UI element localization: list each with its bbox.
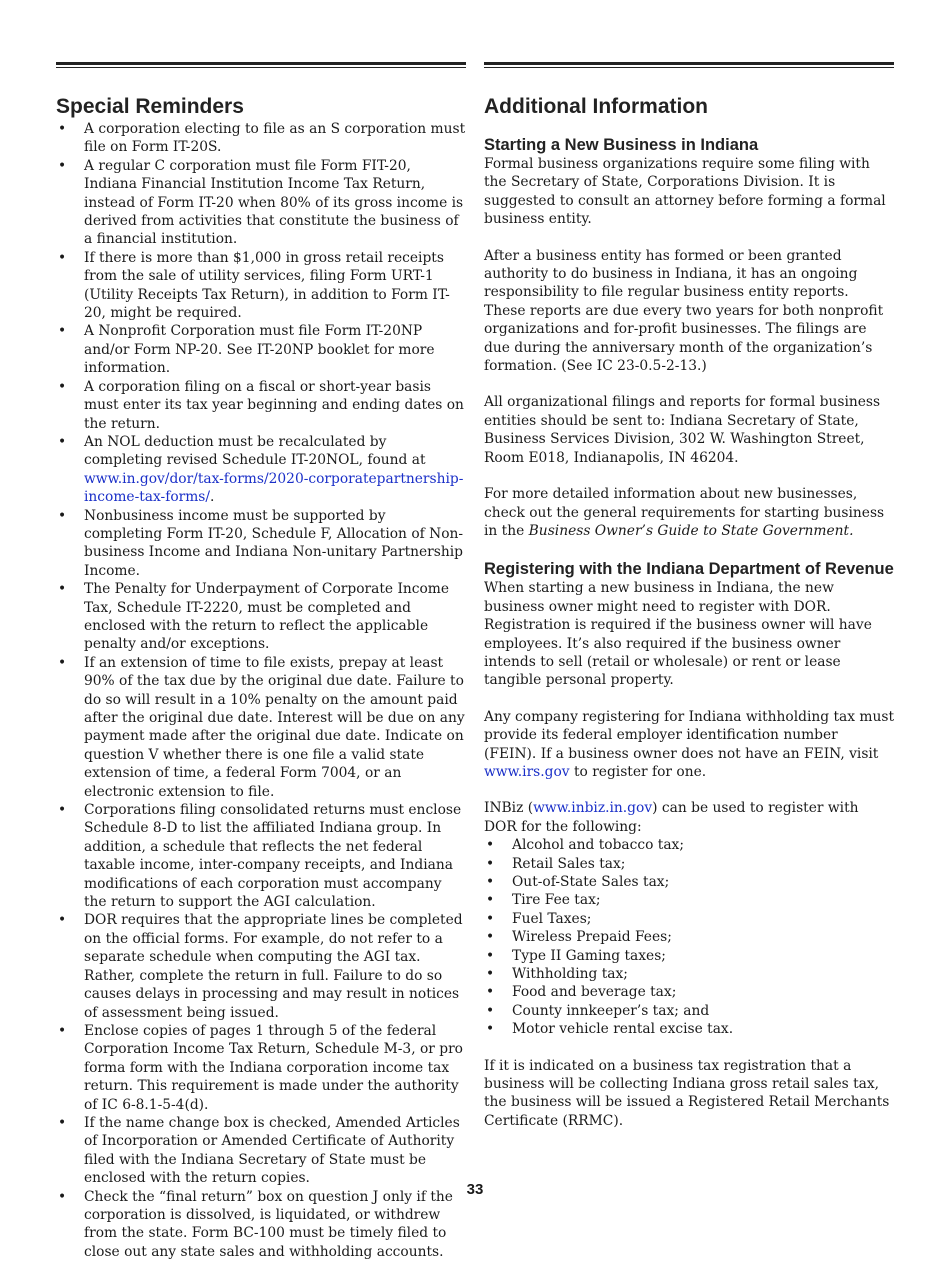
list-item: • A corporation filing on a fiscal or short-year basis must enter its tax year beginning and ending dates on the return.: [56, 378, 466, 433]
paragraph-inbiz: [484, 799, 894, 836]
paragraph-fein: [484, 708, 894, 782]
irs-link[interactable]: www.irs.gov: [484, 763, 570, 780]
special-reminders-heading: Special Reminders: [56, 95, 244, 118]
tax-type-list: [484, 836, 894, 1038]
right-column: [484, 62, 894, 1130]
tax-forms-link[interactable]: www.in.gov/dor/tax-forms/2020-corporatepartnership-income-tax-forms/: [84, 470, 464, 506]
list-item: • Check the “final return” box on question J only if the corporation is dissolved, is liquidated, or withdrew from the state. Form BC-100 must be timely filed to close out any state sales and withholding accounts.: [56, 1188, 466, 1261]
list-item: • If an extension of time to file exists, prepay at least 90% of the tax due by the original due date. Failure to do so will result in a 10% penalty on the amount paid after the original due date. Interest will be due on any payment made after the original due date. Indicate on question V whether there is one file a valid state extension of time, a federal Form 7004, or an electronic extension to file.: [56, 654, 466, 801]
special-reminders-list: [56, 120, 466, 1261]
p7-text-end: ) can be used to register with DOR for the following:: [484, 800, 859, 835]
paragraph-business-guide: [484, 485, 894, 540]
paragraph: If it is indicated on a business tax registration that a business will be collecting Indiana gross retail sales tax, the business will be issued a Registered Retail Merchants Certificate (RRMC).: [484, 1057, 890, 1129]
list-item: • Food and beverage tax;: [484, 983, 894, 1001]
list-item: • Fuel Taxes;: [484, 910, 894, 928]
list-item: • If there is more than $1,000 in gross retail receipts from the sale of utility services, filing Form URT-1 (Utility Receipts Tax Return), in addition to Form IT-20, might be required.: [56, 249, 466, 323]
p7-text: INBiz (: [484, 800, 534, 817]
list-item: • Enclose copies of pages 1 through 5 of the federal Corporation Income Tax Return, Schedule M-3, or pro forma form with the Indiana corporation income tax return. This requirement is made under the authority of IC 6-8.1-5-4(d).: [56, 1022, 466, 1114]
list-item: • Withholding tax;: [484, 965, 894, 983]
list-item: • A regular C corporation must file Form FIT-20, Indiana Financial Institution Income Tax Return, instead of Form IT-20 when 80% of its gross income is derived from activities that constitute the business of a financial institution.: [56, 157, 466, 249]
inbiz-link[interactable]: www.inbiz.in.gov: [533, 800, 653, 817]
p6-text-end: to register for one.: [569, 763, 707, 780]
additional-information-heading: Additional Information: [484, 95, 708, 118]
paragraph: All organizational filings and reports for formal business entities should be sent to: Indiana Secretary of State, Business Services Division, 302 W. Washington Street, Room E018, Indianapolis, IN 46204.: [484, 394, 881, 466]
list-item: • Corporations filing consolidated returns must enclose Schedule 8-D to list the affiliated Indiana group. In addition, a schedule that reflects the net federal taxable income, inter-company receipts, and Indiana modifications of each corporation must accompany the return to support the AGI calculation.: [56, 801, 466, 911]
registering-heading: Registering with the Indiana Department of Revenue: [484, 560, 894, 579]
top-rule-left: [56, 62, 466, 68]
list-item: • Tire Fee tax;: [484, 891, 894, 909]
list-item: • DOR requires that the appropriate lines be completed on the official forms. For example, do not refer to a separate schedule when computing the AGI tax. Rather, complete the return in full. Failure to do so causes delays in processing and may result in notices of assessment being issued.: [56, 911, 466, 1021]
p4-text: For more detailed information about new businesses, check out the general requirements for starting business in the: [484, 486, 885, 539]
left-column: [56, 62, 466, 1261]
list-item-nol: [56, 433, 466, 507]
starting-business-heading: Starting a New Business in Indiana: [484, 136, 759, 154]
list-item: • A Nonprofit Corporation must file Form IT-20NP and/or Form NP-20. See IT-20NP booklet for more information.: [56, 322, 466, 377]
list-item: • A corporation electing to file as an S corporation must file on Form IT-20S.: [56, 120, 466, 157]
paragraph: Formal business organizations require some filing with the Secretary of State, Corporations Division. It is suggested to consult an attorney before forming a formal business entity.: [484, 156, 886, 228]
list-item: • The Penalty for Underpayment of Corporate Income Tax, Schedule IT-2220, must be completed and enclosed with the return to reflect the applicable penalty and/or exceptions.: [56, 580, 466, 654]
list-item: • If the name change box is checked, Amended Articles of Incorporation or Amended Certificate of Authority filed with the Indiana Secretary of State must be enclosed with the return copies.: [56, 1114, 466, 1188]
list-item: • Retail Sales tax;: [484, 855, 894, 873]
nol-text: An NOL deduction must be recalculated by completing revised Schedule IT-20NOL, found at: [84, 433, 426, 469]
nol-period: .: [210, 489, 215, 506]
paragraph: After a business entity has formed or been granted authority to do business in Indiana, it has an ongoing responsibility to file regular business entity reports. These reports are due every two years for both nonprofit organizations and for-profit businesses. The filings are due during the anniversary month of the organization’s formation. (See IC 23-0.5-2-13.): [484, 247, 884, 375]
top-rule-right: [484, 62, 894, 68]
list-item: • Motor vehicle rental excise tax.: [484, 1020, 894, 1038]
paragraph: When starting a new business in Indiana, the new business owner might need to register with DOR. Registration is required if the business owner will have employees. It’s also required if the business owner intends to sell (retail or wholesale) or rent or lease tangible personal property.: [484, 580, 872, 689]
list-item: • Wireless Prepaid Fees;: [484, 928, 894, 946]
business-guide-title: Business Owner’s Guide to State Government.: [528, 522, 854, 539]
list-item: • Type II Gaming taxes;: [484, 947, 894, 965]
list-item: • Alcohol and tobacco tax;: [484, 836, 894, 854]
list-item: • Out-of-State Sales tax;: [484, 873, 894, 891]
page-number: 33: [466, 1181, 484, 1198]
list-item: • Nonbusiness income must be supported by completing Form IT-20, Schedule F, Allocation of Non-business Income and Indiana Non-unitary Partnership Income.: [56, 507, 466, 581]
p6-text: Any company registering for Indiana withholding tax must provide its federal employer identification number (FEIN). If a business owner does not have an FEIN, visit: [484, 708, 895, 762]
list-item: • County innkeeper’s tax; and: [484, 1002, 894, 1020]
